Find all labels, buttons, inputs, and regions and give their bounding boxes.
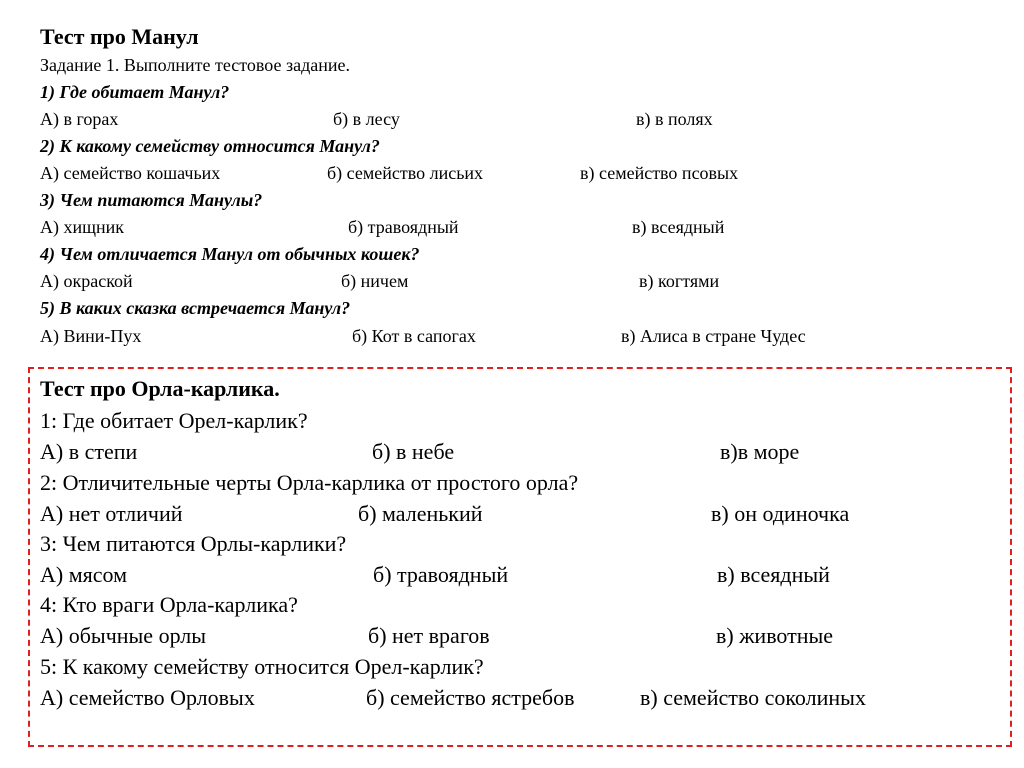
manul-q5-answer-b: б) Кот в сапогах bbox=[352, 326, 476, 346]
manul-q3-answer-a: А) хищник bbox=[40, 217, 124, 237]
manul-q2-answer-b: б) семейство лисьих bbox=[327, 163, 484, 183]
eagle-q1-answer-b: б) в небе bbox=[372, 439, 455, 464]
eagle-question-2: 2: Отличительные черты Орла-карлика от простого орла? bbox=[40, 470, 579, 495]
eagle-q4-answer-c: в) животные bbox=[716, 623, 834, 648]
manul-q5-answer-c: в) Алиса в стране Чудес bbox=[621, 326, 806, 346]
manul-q4-answer-b: б) ничем bbox=[341, 271, 409, 291]
manul-question-5: 5) В каких сказка встречается Манул? bbox=[40, 298, 351, 318]
manul-q1-answer-b: б) в лесу bbox=[333, 109, 400, 129]
manul-q2-answer-a: А) семейство кошачьих bbox=[40, 163, 221, 183]
manul-question-4: 4) Чем отличается Манул от обычных кошек? bbox=[40, 244, 420, 264]
eagle-q2-answer-a: А) нет отличий bbox=[40, 501, 183, 526]
manul-q2-answer-c: в) семейство псовых bbox=[580, 163, 739, 183]
manul-q4-answer-c: в) когтями bbox=[639, 271, 720, 291]
manul-question-1: 1) Где обитает Манул? bbox=[40, 82, 230, 102]
eagle-test-title: Тест про Орла-карлика. bbox=[40, 376, 280, 401]
eagle-question-5: 5: К какому семейству относится Орел-карлик? bbox=[40, 654, 484, 679]
manul-q3-answer-c: в) всеядный bbox=[632, 217, 725, 237]
eagle-q3-answer-b: б) травоядный bbox=[373, 562, 509, 587]
eagle-q2-answer-b: б) маленький bbox=[358, 501, 483, 526]
eagle-q4-answer-a: А) обычные орлы bbox=[40, 623, 207, 648]
manul-question-3: 3) Чем питаются Манулы? bbox=[40, 190, 263, 210]
eagle-q3-answer-a: А) мясом bbox=[40, 562, 128, 587]
manul-q1-answer-a: А) в горах bbox=[40, 109, 119, 129]
manul-question-2: 2) К какому семейству относится Манул? bbox=[40, 136, 380, 156]
eagle-question-4: 4: Кто враги Орла-карлика? bbox=[40, 592, 298, 617]
eagle-q5-answer-c: в) семейство соколиных bbox=[640, 685, 866, 710]
manul-q4-answer-a: А) окраской bbox=[40, 271, 133, 291]
eagle-question-1: 1: Где обитает Орел-карлик? bbox=[40, 408, 308, 433]
manul-q1-answer-c: в) в полях bbox=[636, 109, 713, 129]
eagle-q5-answer-a: А) семейство Орловых bbox=[40, 685, 255, 710]
eagle-question-3: 3: Чем питаются Орлы-карлики? bbox=[40, 531, 347, 556]
manul-q3-answer-b: б) травоядный bbox=[348, 217, 459, 237]
manul-q5-answer-a: А) Вини-Пух bbox=[40, 326, 142, 346]
eagle-q2-answer-c: в) он одиночка bbox=[711, 501, 850, 526]
eagle-q5-answer-b: б) семейство ястребов bbox=[366, 685, 575, 710]
eagle-q1-answer-a: А) в степи bbox=[40, 439, 138, 464]
eagle-q1-answer-c: в)в море bbox=[720, 439, 800, 464]
manul-test-title: Тест про Манул bbox=[40, 24, 199, 49]
eagle-q3-answer-c: в) всеядный bbox=[717, 562, 830, 587]
manul-task-instruction: Задание 1. Выполните тестовое задание. bbox=[40, 55, 351, 75]
eagle-q4-answer-b: б) нет врагов bbox=[368, 623, 490, 648]
